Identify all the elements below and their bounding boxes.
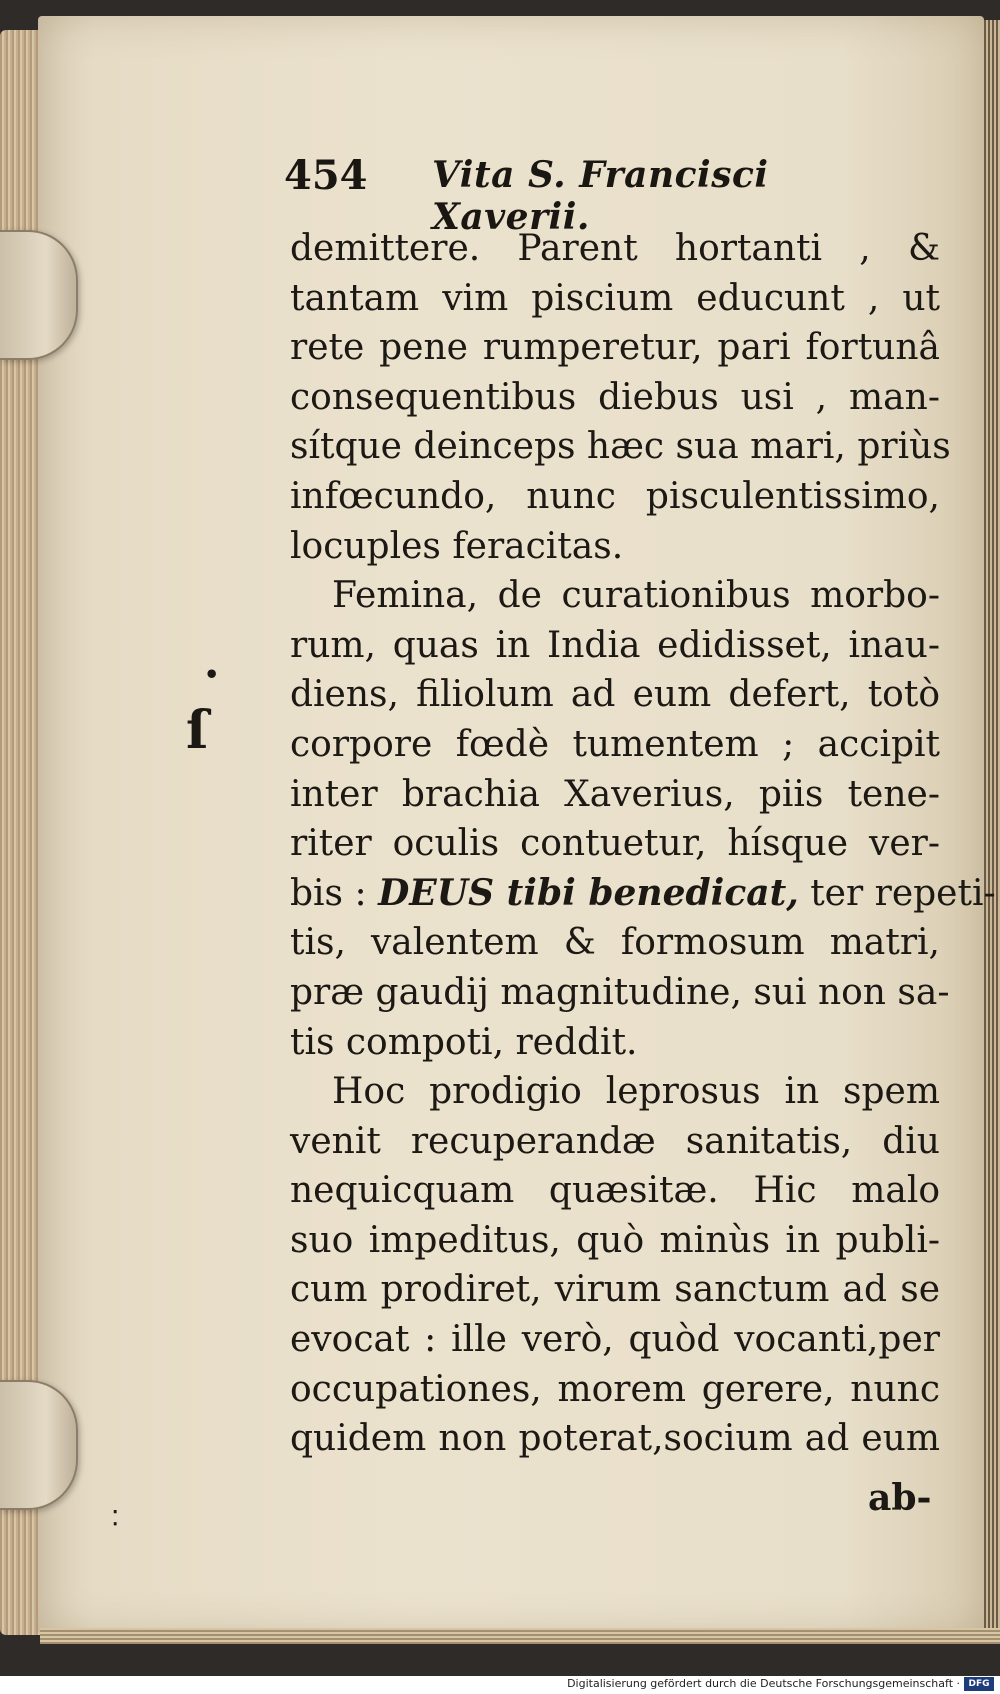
text-fragment: bis : [290,872,379,914]
margin-mark: ⁚ [112,1506,119,1530]
page-header [284,152,924,238]
running-title: Vita S. Francisci Xaverii. [432,154,769,238]
dfg-logo-icon: DFG [964,1677,994,1691]
text-line: demittere. Parent hortanti , & [290,228,940,269]
text-line: diens, filiolum ad eum defert, totò [290,674,940,716]
text-line: rete pene rumperetur, pari fortunâ [290,327,940,369]
footer-credit: Digitalisierung gefördert durch die Deutsche Forschungsgemeinschaft · [567,1677,960,1690]
margin-mark: ſ [186,700,209,761]
catchword: ab- [868,1477,932,1519]
text-line: suo impeditus, quò minùs in publi- [290,1219,940,1261]
text-line: infœcundo, nunc pisculentissimo, [290,475,940,517]
book-clip-bottom [0,1380,78,1510]
text-line: occupationes, morem gerere, nunc [290,1368,940,1410]
margin-mark: • [204,660,220,689]
text-line: Hoc prodigio leprosus in spem [332,1071,940,1113]
text-line: tis compoti, reddit. [290,1021,638,1063]
text-line: inter brachia Xaverius, piis tene- [290,773,940,815]
text-line: cum prodiret, virum sanctum ad se [290,1269,940,1311]
text-line: corpore fœdè tumentem ; accipit [290,723,940,765]
page-number: 454 [284,152,368,199]
page-edge-right [984,20,1000,1630]
text-line: Femina, de curationibus morbo- [332,575,940,617]
text-line: tantam vim piscium educunt , ut [290,277,940,319]
text-line: præ gaudij magnitudine, sui non sa- [290,971,950,1013]
text-line: nequicquam quæsitæ. Hic malo [290,1170,940,1212]
text-line: riter oculis contuetur, hísque ver- [290,823,940,865]
text-line: quidem non poterat,socium ad eum [290,1418,940,1460]
text-line: tis, valentem & formosum matri, [290,922,940,964]
text-line: evocat : ille verò, quòd vocanti,per [290,1319,940,1361]
text-line: venit recuperandæ sanitatis, diu [290,1120,940,1162]
text-fragment: ter repeti- [798,872,996,914]
body-text [290,224,996,1464]
text-line: locuples feracitas. [290,525,624,567]
text-line: rum, quas in India edidisset, inau- [290,624,940,666]
book-clip-top [0,230,78,360]
italic-phrase: DEUS tibi benedicat, [378,871,799,914]
text-line: sítque deinceps hæc sua mari, priùs [290,426,951,468]
text-line: consequentibus diebus usi , man- [290,376,940,418]
page-edge-bottom [40,1628,1000,1644]
text-line-with-italic [290,869,996,919]
